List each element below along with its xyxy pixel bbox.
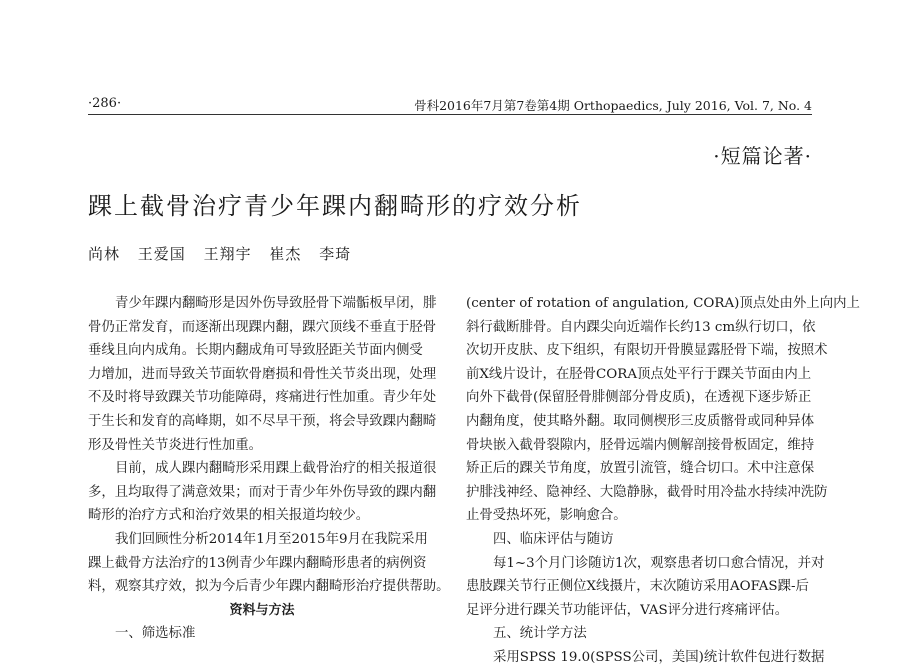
text-line: 垂线且向内成角。长期内翻成角可导致胫距关节面内侧受 (88, 343, 423, 359)
text-line: 五、统计学方法 (493, 626, 587, 642)
article-title: 踝上截骨治疗青少年踝内翻畸形的疗效分析 (88, 192, 582, 220)
text-line: 不及时将导致踝关节功能障碍，疼痛进行性加重。青少年处 (88, 390, 437, 406)
text-line: 止骨受热坏死，影响愈合。 (466, 508, 627, 524)
right-column (466, 292, 860, 670)
text-line: 青少年踝内翻畸形是因外伤导致胫骨下端骺板早闭，腓 (115, 296, 437, 311)
text-line: 我们回顾性分析2014年1月至2015年9月在我院采用 (115, 531, 428, 547)
text-line: 斜行截断腓骨。自内踝尖向近端作长约13 cm纵行切口，依 (466, 319, 816, 335)
author-name: 崔杰 (269, 245, 302, 263)
text-line: 次切开皮肤、皮下组织，有限切开骨膜显露胫骨下端，按照术 (466, 343, 828, 359)
text-line: 骨仍正常发育，而逐渐出现踝内翻，踝穴顶线不垂直于胫骨 (88, 319, 437, 335)
text-line: 前X线片设计，在胫骨CORA顶点处平行于踝关节面由内上 (466, 366, 812, 382)
left-column (88, 292, 450, 646)
text-line: 目前，成人踝内翻畸形采用踝上截骨治疗的相关报道很 (115, 461, 437, 477)
text-line: 踝上截骨方法治疗的13例青少年踝内翻畸形患者的病例资 (88, 555, 427, 571)
journal-header: 骨科2016年7月第7卷第4期 Orthopaedics, July 2016, Vol. 7, No. 4 (414, 98, 812, 113)
text-line: 四、临床评估与随访 (493, 531, 614, 547)
text-line: 患肢踝关节行正侧位X线摄片，末次随访采用AOFAS踝-后 (466, 579, 809, 595)
text-line: 每1~3个月门诊随访1次，观察患者切口愈合情况，并对 (493, 555, 825, 571)
section-heading: 资料与方法 (229, 602, 295, 618)
text-line: 采用SPSS 19.0(SPSS公司，美国)统计软件包进行数据 (493, 649, 825, 665)
text-line: 一、筛选标准 (115, 626, 196, 642)
text-line: 矫正后的踝关节角度，放置引流管，缝合切口。术中注意保 (466, 461, 815, 477)
author-name: 王爱国 (137, 245, 186, 263)
page-number: ·286· (88, 96, 122, 111)
text-line: 畸形的治疗方式和治疗效果的相关报道均较少。 (88, 508, 370, 524)
text-line: 形及骨性关节炎进行性加重。 (88, 437, 263, 453)
text-line: 料，观察其疗效，拟为今后青少年踝内翻畸形治疗提供帮助。 (88, 579, 450, 595)
header-rule (88, 114, 812, 115)
text-line: 骨块嵌入截骨裂隙内，胫骨远端内侧解剖接骨板固定，维持 (466, 437, 815, 453)
author-name: 李琦 (319, 245, 352, 263)
text-line: 于生长和发育的高峰期，如不尽早干预，将会导致踝内翻畸 (88, 413, 437, 429)
text-line: 力增加，进而导致关节面软骨磨损和骨性关节炎出现，处理 (88, 366, 437, 382)
text-line: 多，且均取得了满意效果；而对于青少年外伤导致的踝内翻 (88, 484, 437, 500)
author-name: 尚林 (88, 245, 121, 263)
text-line: 护腓浅神经、隐神经、大隐静脉，截骨时用冷盐水持续冲洗防 (466, 484, 828, 500)
section-tag: ·短篇论著· (713, 144, 812, 168)
text-line: 内翻角度，使其略外翻。取同侧楔形三皮质髂骨或同种异体 (466, 413, 815, 429)
text-line: 向外下截骨(保留胫骨腓侧部分骨皮质)，在透视下逐步矫正 (466, 390, 812, 406)
author-list (88, 243, 363, 264)
text-line: (center of rotation of angulation, CORA)顶点处由外上向内上 (466, 296, 860, 311)
text-line: 足评分进行踝关节功能评估，VAS评分进行疼痛评估。 (466, 602, 789, 618)
author-name: 王翔宇 (203, 245, 252, 263)
